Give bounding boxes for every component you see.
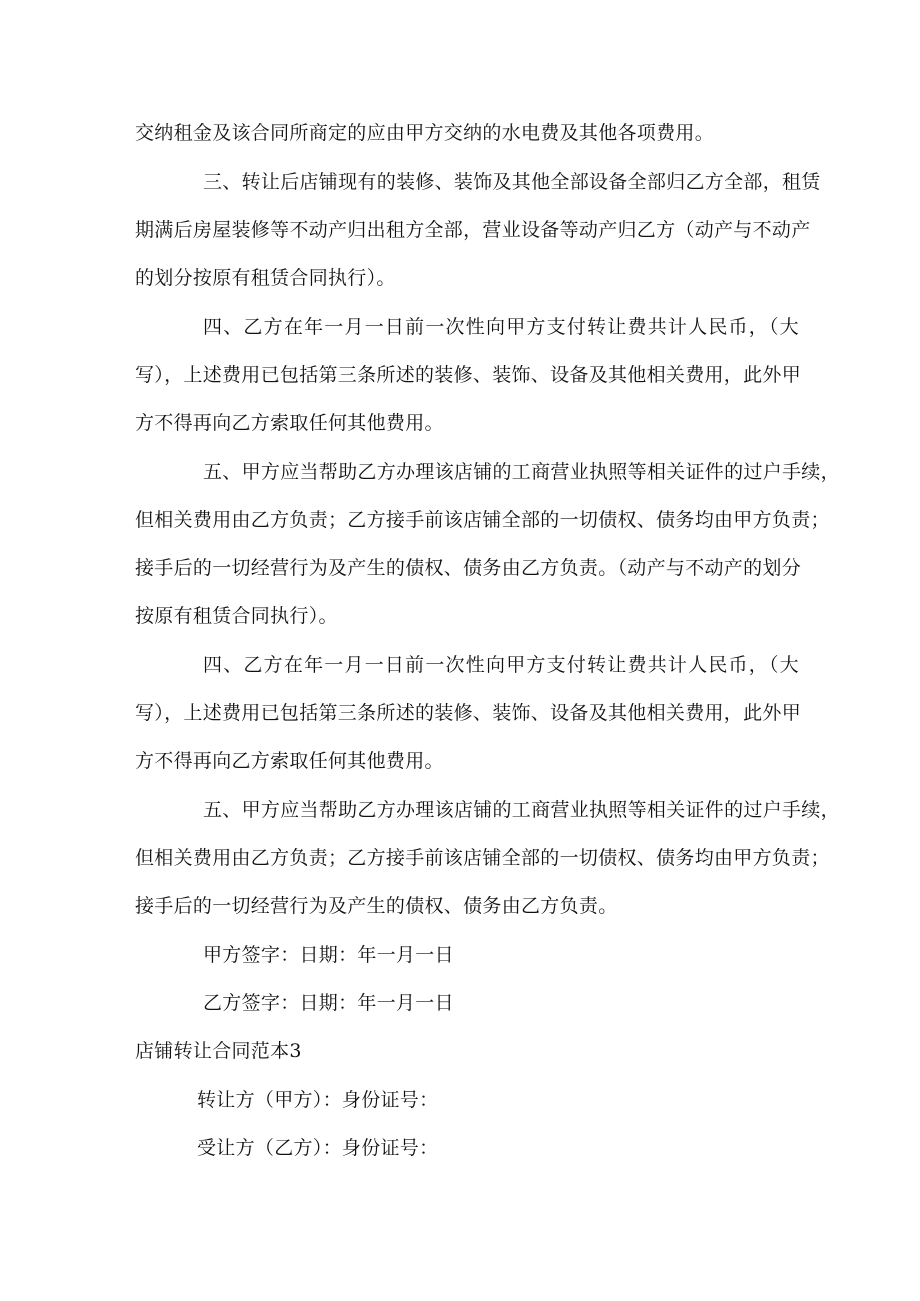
clause-3-line-2: 期满后房屋装修等不动产归出租方全部，营业设备等动产归乙方（动产与不动产 xyxy=(135,219,811,241)
clause-4-line-1: 四、乙方在年一月一日前一次性向甲方支付转让费共计人民币，（大 xyxy=(203,316,799,338)
clause-5-repeat-line-2: 但相关费用由乙方负责；乙方接手前该店铺全部的一切债权、债务均由甲方负责； xyxy=(135,847,830,869)
transferor-id-line: 转让方（甲方）：身份证号： xyxy=(197,1089,439,1111)
paragraph-2-end: 交纳租金及该合同所商定的应由甲方交纳的水电费及其他各项费用。 xyxy=(135,122,715,144)
section-title: 店铺转让合同范本3 xyxy=(135,1040,302,1062)
clause-5-line-3: 接手后的一切经营行为及产生的债权、债务由乙方负责。（动产与不动产的划分 xyxy=(135,557,802,579)
clause-4-line-2: 写），上述费用已包括第三条所述的装修、装饰、设备及其他相关费用，此外甲 xyxy=(135,364,802,386)
clause-4-repeat-line-1: 四、乙方在年一月一日前一次性向甲方支付转让费共计人民币，（大 xyxy=(203,654,799,676)
clause-5-repeat-line-3: 接手后的一切经营行为及产生的债权、债务由乙方负责。 xyxy=(135,895,618,917)
clause-5-line-4: 按原有租赁合同执行）。 xyxy=(135,605,338,627)
transferee-id-line: 受让方（乙方）：身份证号： xyxy=(197,1137,439,1159)
clause-5-repeat-line-1: 五、甲方应当帮助乙方办理该店铺的工商营业执照等相关证件的过户手续， xyxy=(203,799,840,821)
clause-5-line-2: 但相关费用由乙方负责；乙方接手前该店铺全部的一切债权、债务均由甲方负责； xyxy=(135,509,830,531)
clause-3-line-3: 的划分按原有租赁合同执行）。 xyxy=(135,267,396,289)
clause-4-line-3: 方不得再向乙方索取任何其他费用。 xyxy=(135,412,444,434)
party-a-signature-line: 甲方签字：日期：年一月一日 xyxy=(203,944,454,966)
clause-4-repeat-line-2: 写），上述费用已包括第三条所述的装修、装饰、设备及其他相关费用，此外甲 xyxy=(135,702,802,724)
clause-3-line-1: 三、转让后店铺现有的装修、装饰及其他全部设备全部归乙方全部，租赁 xyxy=(203,171,821,193)
party-b-signature-line: 乙方签字：日期：年一月一日 xyxy=(203,992,454,1014)
clause-4-repeat-line-3: 方不得再向乙方索取任何其他费用。 xyxy=(135,750,444,772)
clause-5-line-1: 五、甲方应当帮助乙方办理该店铺的工商营业执照等相关证件的过户手续， xyxy=(203,461,840,483)
